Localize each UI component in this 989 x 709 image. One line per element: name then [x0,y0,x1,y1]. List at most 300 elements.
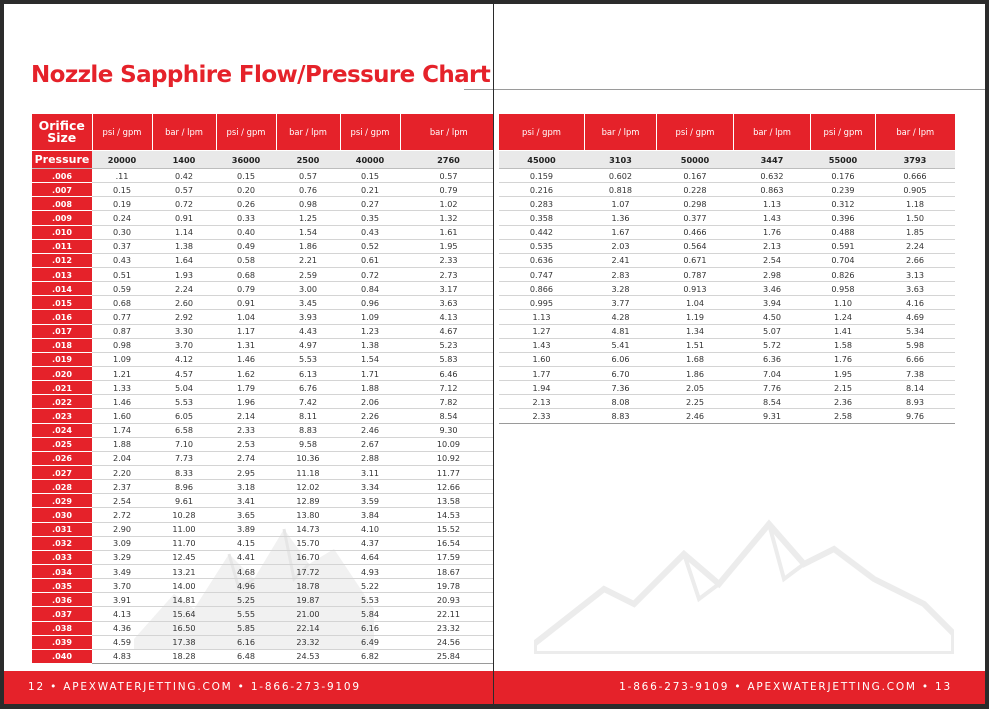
pressure-value: 45000 [499,151,585,169]
flow-value-cell: 3.41 [216,494,276,508]
table-row [32,324,493,338]
flow-value-cell: 5.04 [152,381,216,395]
table-row [499,366,955,380]
orifice-size-cell: .036 [32,593,92,607]
flow-value-cell: 5.53 [340,593,400,607]
table-row [32,352,493,366]
title-rule-continued [494,89,985,90]
table-row [32,649,493,663]
table-row [499,169,955,183]
flow-value-cell: 1.02 [400,197,493,211]
table-row [499,282,955,296]
orifice-size-cell: .022 [32,395,92,409]
flow-value-cell: 5.22 [340,579,400,593]
flow-value-cell: 9.31 [734,409,811,423]
orifice-size-cell: .017 [32,324,92,338]
table-row [499,267,955,281]
flow-value-cell: 0.20 [216,183,276,197]
flow-value-cell: 3.17 [400,282,493,296]
flow-value-cell: 9.30 [400,423,493,437]
flow-value-cell: 7.82 [400,395,493,409]
flow-value-cell: 1.04 [657,296,734,310]
flow-value-cell: 0.68 [92,296,152,310]
flow-value-cell: 8.08 [585,395,657,409]
pressure-value: 3447 [734,151,811,169]
flow-value-cell: 2.54 [734,253,811,267]
flow-value-cell: 12.02 [276,480,340,494]
flow-value-cell: 4.28 [585,310,657,324]
flow-value-cell: 4.10 [340,522,400,536]
flow-value-cell: 0.84 [340,282,400,296]
table-row [32,381,493,395]
pressure-row [499,151,955,169]
flow-value-cell: 7.36 [585,381,657,395]
flow-value-cell: 6.82 [340,649,400,663]
flow-value-cell: 2.54 [92,494,152,508]
flow-value-cell: 6.05 [152,409,216,423]
pressure-value: 20000 [92,151,152,169]
flow-value-cell: 0.91 [152,211,216,225]
table-row [32,635,493,649]
column-header: psi / gpm [499,114,585,151]
flow-value-cell: 0.239 [811,183,876,197]
flow-value-cell: 3.91 [92,593,152,607]
orifice-size-cell: .038 [32,621,92,635]
flow-value-cell: 25.84 [400,649,493,663]
flow-value-cell: 4.15 [216,536,276,550]
orifice-size-cell: .030 [32,508,92,522]
flow-value-cell: 2.58 [811,409,876,423]
flow-value-cell: 0.52 [340,239,400,253]
flow-value-cell: 0.167 [657,169,734,183]
pressure-value: 40000 [340,151,400,169]
flow-value-cell: 2.66 [876,253,955,267]
flow-value-cell: 0.61 [340,253,400,267]
flow-value-cell: 1.61 [400,225,493,239]
flow-value-cell: 0.958 [811,282,876,296]
flow-value-cell: 2.33 [216,423,276,437]
flow-value-cell: 0.863 [734,183,811,197]
flow-value-cell: 0.15 [340,169,400,183]
flow-value-cell: 3.49 [92,564,152,578]
table-row [32,211,493,225]
flow-value-cell: 7.76 [734,381,811,395]
table-row [32,267,493,281]
orifice-size-cell: .012 [32,253,92,267]
flow-value-cell: 1.09 [92,352,152,366]
footer-right [494,671,985,704]
flow-value-cell: 16.70 [276,550,340,564]
flow-value-cell: 2.05 [657,381,734,395]
flow-value-cell: 0.283 [499,197,585,211]
orifice-size-cell: .040 [32,649,92,663]
flow-value-cell: 1.43 [499,338,585,352]
flow-value-cell: 1.60 [499,352,585,366]
flow-value-cell: 1.38 [340,338,400,352]
flow-value-cell: 23.32 [276,635,340,649]
flow-value-cell: 15.70 [276,536,340,550]
flow-value-cell: 1.67 [585,225,657,239]
flow-value-cell: 0.57 [276,169,340,183]
pressure-value: 50000 [657,151,734,169]
column-header: psi / gpm [340,114,400,151]
flow-value-cell: 23.32 [400,621,493,635]
flow-value-cell: 0.377 [657,211,734,225]
flow-value-cell: 19.78 [400,579,493,593]
flow-value-cell: 1.94 [499,381,585,395]
orifice-size-cell: .021 [32,381,92,395]
orifice-size-cell: .016 [32,310,92,324]
flow-value-cell: 9.58 [276,437,340,451]
flow-value-cell: 4.81 [585,324,657,338]
table-row [32,310,493,324]
flow-value-cell: 1.74 [92,423,152,437]
flow-value-cell: 1.95 [811,366,876,380]
table-row [32,508,493,522]
table-row [32,423,493,437]
flow-value-cell: 0.35 [340,211,400,225]
orifice-size-cell: .035 [32,579,92,593]
flow-value-cell: 13.80 [276,508,340,522]
table-row [32,239,493,253]
flow-value-cell: 2.25 [657,395,734,409]
flow-value-cell: 15.52 [400,522,493,536]
flow-value-cell: 1.31 [216,338,276,352]
flow-value-cell: 1.36 [585,211,657,225]
table-row [32,494,493,508]
flow-value-cell: 1.85 [876,225,955,239]
column-header: bar / lpm [276,114,340,151]
flow-value-cell: 0.42 [152,169,216,183]
flow-value-cell: 3.46 [734,282,811,296]
table-row [32,282,493,296]
flow-value-cell: 1.43 [734,211,811,225]
flow-value-cell: 3.09 [92,536,152,550]
column-header: bar / lpm [400,114,493,151]
flow-value-cell: 0.96 [340,296,400,310]
flow-value-cell: 3.11 [340,465,400,479]
flow-value-cell: 0.442 [499,225,585,239]
flow-value-cell: 0.826 [811,267,876,281]
flow-value-cell: 6.13 [276,366,340,380]
column-header: bar / lpm [152,114,216,151]
flow-value-cell: 0.26 [216,197,276,211]
flow-value-cell: 0.216 [499,183,585,197]
table-row [32,225,493,239]
flow-value-cell: 24.53 [276,649,340,663]
flow-value-cell: 6.49 [340,635,400,649]
flow-value-cell: 2.60 [152,296,216,310]
flow-value-cell: 5.25 [216,593,276,607]
flow-value-cell: 2.13 [499,395,585,409]
flow-pressure-table-right [498,114,955,424]
flow-value-cell: 1.88 [92,437,152,451]
orifice-size-cell: .007 [32,183,92,197]
table-row [32,607,493,621]
table-row [499,338,955,352]
flow-value-cell: 1.13 [734,197,811,211]
orifice-size-cell: .018 [32,338,92,352]
table-row [32,621,493,635]
column-header: bar / lpm [585,114,657,151]
flow-value-cell: 2.83 [585,267,657,281]
flow-value-cell: 0.43 [340,225,400,239]
orifice-size-header: Orifice Size [32,114,92,151]
orifice-size-cell: .033 [32,550,92,564]
flow-value-cell: 8.83 [585,409,657,423]
flow-value-cell: 1.33 [92,381,152,395]
flow-value-cell: 0.33 [216,211,276,225]
flow-value-cell: 14.81 [152,593,216,607]
flow-value-cell: 0.913 [657,282,734,296]
flow-value-cell: 0.488 [811,225,876,239]
flow-value-cell: 7.10 [152,437,216,451]
pressure-value: 55000 [811,151,876,169]
flow-value-cell: 2.33 [400,253,493,267]
flow-value-cell: 11.00 [152,522,216,536]
flow-value-cell: 1.93 [152,267,216,281]
mountain-watermark-right [534,509,954,654]
flow-value-cell: 0.79 [216,282,276,296]
flow-value-cell: 0.866 [499,282,585,296]
flow-value-cell: 2.98 [734,267,811,281]
flow-value-cell: 1.96 [216,395,276,409]
flow-value-cell: 8.33 [152,465,216,479]
flow-value-cell: 2.36 [811,395,876,409]
flow-value-cell: 2.46 [657,409,734,423]
orifice-size-cell: .037 [32,607,92,621]
flow-value-cell: 3.34 [340,480,400,494]
table-row [32,197,493,211]
flow-value-cell: 0.15 [216,169,276,183]
flow-value-cell: 6.58 [152,423,216,437]
column-header: bar / lpm [876,114,955,151]
flow-value-cell: 4.50 [734,310,811,324]
flow-value-cell: 0.602 [585,169,657,183]
flow-value-cell: 3.13 [876,267,955,281]
orifice-size-cell: .032 [32,536,92,550]
flow-value-cell: 1.25 [276,211,340,225]
flow-value-cell: 4.64 [340,550,400,564]
footer-left-text: 12 • APEXWATERJETTING.COM • 1-866-273-9109 [28,681,361,693]
table-row [499,296,955,310]
table-row [32,338,493,352]
flow-value-cell: 6.06 [585,352,657,366]
flow-value-cell: 1.32 [400,211,493,225]
flow-value-cell: 1.46 [92,395,152,409]
flow-value-cell: 2.13 [734,239,811,253]
flow-value-cell: 0.666 [876,169,955,183]
flow-value-cell: 0.40 [216,225,276,239]
pressure-value: 3793 [876,151,955,169]
flow-value-cell: 6.70 [585,366,657,380]
flow-value-cell: 1.76 [811,352,876,366]
flow-value-cell: 0.43 [92,253,152,267]
flow-value-cell: 4.57 [152,366,216,380]
flow-value-cell: 0.176 [811,169,876,183]
flow-value-cell: 3.00 [276,282,340,296]
flow-value-cell: 17.59 [400,550,493,564]
flow-value-cell: 5.41 [585,338,657,352]
flow-value-cell: 11.70 [152,536,216,550]
flow-value-cell: 1.86 [276,239,340,253]
table-row [499,324,955,338]
flow-value-cell: 2.24 [152,282,216,296]
flow-value-cell: 4.13 [92,607,152,621]
flow-value-cell: 3.18 [216,480,276,494]
flow-value-cell: 1.54 [276,225,340,239]
footer-right-text: 1-866-273-9109 • APEXWATERJETTING.COM • 13 [619,681,952,693]
flow-value-cell: 3.28 [585,282,657,296]
orifice-size-cell: .019 [32,352,92,366]
flow-value-cell: 0.72 [152,197,216,211]
orifice-size-cell: .031 [32,522,92,536]
flow-value-cell: 3.45 [276,296,340,310]
flow-value-cell: 18.28 [152,649,216,663]
flow-value-cell: 0.671 [657,253,734,267]
flow-value-cell: 0.59 [92,282,152,296]
flow-value-cell: 10.09 [400,437,493,451]
table-row [499,239,955,253]
flow-value-cell: 9.61 [152,494,216,508]
orifice-size-cell: .008 [32,197,92,211]
flow-value-cell: 2.37 [92,480,152,494]
flow-value-cell: 2.67 [340,437,400,451]
flow-value-cell: 0.636 [499,253,585,267]
flow-value-cell: 6.48 [216,649,276,663]
flow-value-cell: 0.995 [499,296,585,310]
orifice-size-cell: .020 [32,366,92,380]
flow-value-cell: 0.818 [585,183,657,197]
flow-pressure-table-left [32,114,493,664]
flow-value-cell: 1.13 [499,310,585,324]
flow-value-cell: 4.93 [340,564,400,578]
flow-value-cell: 1.71 [340,366,400,380]
flow-value-cell: 1.10 [811,296,876,310]
flow-value-cell: 0.358 [499,211,585,225]
table-row [32,366,493,380]
flow-value-cell: 2.59 [276,267,340,281]
flow-value-cell: 1.76 [734,225,811,239]
flow-value-cell: 0.30 [92,225,152,239]
flow-value-cell: 1.24 [811,310,876,324]
table-row [32,253,493,267]
pressure-label: Pressure [32,151,92,169]
flow-value-cell: 0.27 [340,197,400,211]
column-header: psi / gpm [811,114,876,151]
flow-value-cell: 0.228 [657,183,734,197]
table-row [499,395,955,409]
flow-value-cell: 0.396 [811,211,876,225]
flow-value-cell: 2.72 [92,508,152,522]
flow-value-cell: 4.12 [152,352,216,366]
flow-value-cell: 0.98 [276,197,340,211]
flow-value-cell: 0.24 [92,211,152,225]
flow-value-cell: 0.591 [811,239,876,253]
flow-value-cell: 2.90 [92,522,152,536]
flow-value-cell: 0.98 [92,338,152,352]
flow-value-cell: 7.12 [400,381,493,395]
flow-value-cell: 0.298 [657,197,734,211]
table-row [32,593,493,607]
table-row [32,536,493,550]
table-row [32,183,493,197]
flow-value-cell: 4.67 [400,324,493,338]
flow-value-cell: 0.21 [340,183,400,197]
table-row [32,437,493,451]
flow-value-cell: 0.15 [92,183,152,197]
column-header: bar / lpm [734,114,811,151]
flow-value-cell: 0.76 [276,183,340,197]
flow-value-cell: 1.58 [811,338,876,352]
flow-value-cell: 1.19 [657,310,734,324]
flow-value-cell: 2.21 [276,253,340,267]
flow-value-cell: 8.11 [276,409,340,423]
flow-value-cell: 8.14 [876,381,955,395]
flow-value-cell: 2.04 [92,451,152,465]
flow-value-cell: 0.68 [216,267,276,281]
flow-value-cell: 8.54 [734,395,811,409]
flow-value-cell: 6.76 [276,381,340,395]
flow-value-cell: 7.73 [152,451,216,465]
flow-value-cell: 12.66 [400,480,493,494]
flow-value-cell: 0.466 [657,225,734,239]
flow-value-cell: 3.59 [340,494,400,508]
flow-value-cell: 0.51 [92,267,152,281]
flow-value-cell: 2.33 [499,409,585,423]
orifice-size-cell: .014 [32,282,92,296]
flow-value-cell: 2.41 [585,253,657,267]
flow-value-cell: 18.78 [276,579,340,593]
pressure-value: 36000 [216,151,276,169]
table-row [32,296,493,310]
flow-value-cell: 6.66 [876,352,955,366]
flow-value-cell: 4.97 [276,338,340,352]
flow-value-cell: 4.83 [92,649,152,663]
flow-value-cell: 1.27 [499,324,585,338]
flow-value-cell: 3.93 [276,310,340,324]
flow-value-cell: 1.17 [216,324,276,338]
flow-value-cell: 3.63 [876,282,955,296]
flow-value-cell: 1.38 [152,239,216,253]
flow-value-cell: 3.89 [216,522,276,536]
flow-value-cell: 8.83 [276,423,340,437]
flow-value-cell: 24.56 [400,635,493,649]
flow-value-cell: 9.76 [876,409,955,423]
flow-value-cell: 5.98 [876,338,955,352]
orifice-size-cell: .009 [32,211,92,225]
table-row [32,550,493,564]
flow-value-cell: 11.18 [276,465,340,479]
pressure-value: 3103 [585,151,657,169]
table-row [32,409,493,423]
table-row [499,310,955,324]
flow-value-cell: 4.41 [216,550,276,564]
flow-value-cell: .11 [92,169,152,183]
flow-value-cell: 3.77 [585,296,657,310]
flow-value-cell: 0.57 [400,169,493,183]
flow-value-cell: 1.07 [585,197,657,211]
table-row [499,197,955,211]
flow-value-cell: 3.84 [340,508,400,522]
flow-value-cell: 0.57 [152,183,216,197]
table-row [499,253,955,267]
orifice-size-cell: .011 [32,239,92,253]
flow-value-cell: 1.09 [340,310,400,324]
flow-value-cell: 5.84 [340,607,400,621]
table-row [32,395,493,409]
header-row [499,114,955,151]
